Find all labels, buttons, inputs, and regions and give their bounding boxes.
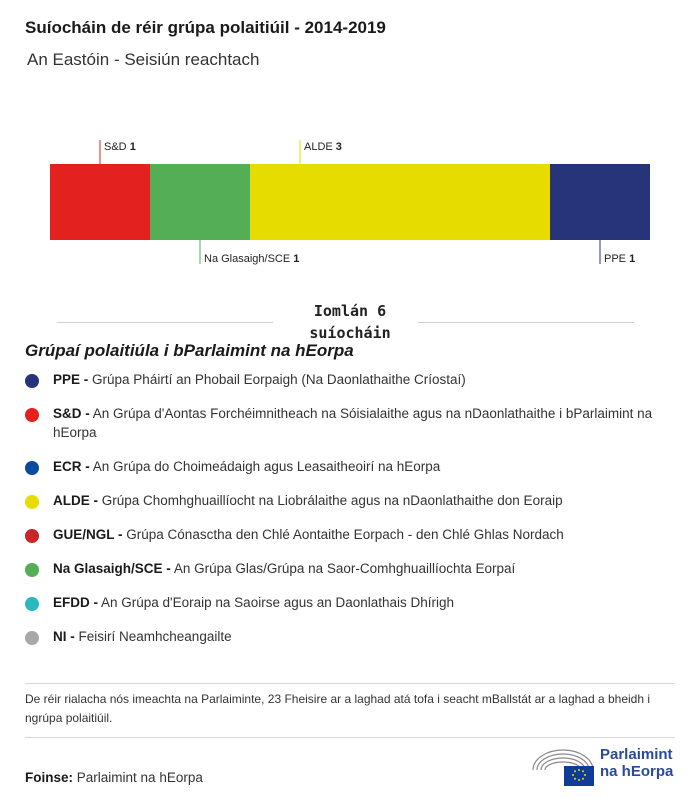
total-divider-right — [418, 322, 634, 323]
total-divider-left — [57, 322, 273, 323]
chart-subtitle: An Eastóin - Seisiún reachtach — [27, 50, 260, 69]
bar-label-s-d: S&D 1 — [104, 141, 136, 153]
total-unit: suíocháin — [309, 324, 391, 342]
bar-segment-na-glasaigh-sce — [150, 164, 250, 240]
footnote: De réir rialacha nós imeachta na Parlaiminte, 23 Fheisire ar a laghad atá tofa i seacht mBallstát ar a laghad a bheidh i ngrúpa polaitiúil. — [25, 692, 651, 725]
seat-distribution-chart — [0, 130, 700, 280]
legend-text: An Grúpa Glas/Grúpa na Saor-Comhghuaillíochta Eorpaí — [173, 561, 516, 576]
bar-label-ppe: PPE 1 — [604, 253, 636, 265]
logo-text-line2: na hEorpa — [600, 763, 674, 780]
legend-dot — [25, 408, 39, 422]
source-line — [25, 770, 203, 785]
total-value: Iomlán 6 — [313, 302, 387, 320]
legend-dot — [25, 631, 39, 645]
legend-text: An Grúpa d'Aontas Forchéimnitheach na Sóisialaithe agus na nDaonlathaithe i bParlaimint na hEorpa — [53, 406, 653, 440]
legend-abbr: ECR - — [53, 459, 90, 474]
bar-segment-ppe — [550, 164, 650, 240]
legend-abbr: Na Glasaigh/SCE - — [53, 561, 171, 576]
legend-dot — [25, 563, 39, 577]
legend-text: An Grúpa do Choimeádaigh agus Leasaitheoirí na hEorpa — [92, 459, 441, 474]
legend-dot — [25, 374, 39, 388]
note-divider-top — [25, 683, 675, 684]
legend-dot — [25, 461, 39, 475]
legend-text: Grúpa Cónasctha den Chlé Aontaithe Eorpach - den Chlé Ghlas Nordach — [126, 527, 564, 542]
note-divider-bottom — [25, 737, 675, 738]
source-label: Foinse: — [25, 770, 74, 785]
legend-dot — [25, 495, 39, 509]
bar-label-alde: ALDE 3 — [304, 141, 342, 153]
legend-title: Grúpaí polaitiúla i bParlaimint na hEorpa — [25, 341, 354, 360]
source-value: Parlaimint na hEorpa — [76, 770, 203, 785]
legend-text: Grúpa Pháirtí an Phobail Eorpaigh (Na Daonlathaithe Críostaí) — [92, 372, 466, 387]
bar-segment-s-d — [50, 164, 150, 240]
legend-dot — [25, 529, 39, 543]
logo-text-line1: Parlaimint — [600, 746, 673, 763]
legend-abbr: PPE - — [53, 372, 89, 387]
european-parliament-logo — [530, 744, 690, 788]
chart-title: Suíocháin de réir grúpa polaitiúil - 2014-2019 — [25, 18, 386, 37]
parliament-hemicycle-icon — [530, 744, 596, 788]
bar-label-na-glasaigh-sce: Na Glasaigh/SCE 1 — [204, 253, 300, 265]
legend-abbr: S&D - — [53, 406, 90, 421]
legend-abbr: GUE/NGL - — [53, 527, 123, 542]
bar-segment-alde — [250, 164, 550, 240]
legend-dot — [25, 597, 39, 611]
legend-abbr: NI - — [53, 629, 75, 644]
total-seats — [280, 300, 420, 344]
legend-text: Grúpa Chomhghuaillíocht na Liobrálaithe agus na nDaonlathaithe don Eoraip — [101, 493, 563, 508]
legend-text: Feisirí Neamhcheangailte — [78, 629, 232, 644]
legend-abbr: ALDE - — [53, 493, 98, 508]
legend-text: An Grúpa d'Eoraip na Saoirse agus an Daonlathais Dhírigh — [101, 595, 455, 610]
legend-abbr: EFDD - — [53, 595, 98, 610]
